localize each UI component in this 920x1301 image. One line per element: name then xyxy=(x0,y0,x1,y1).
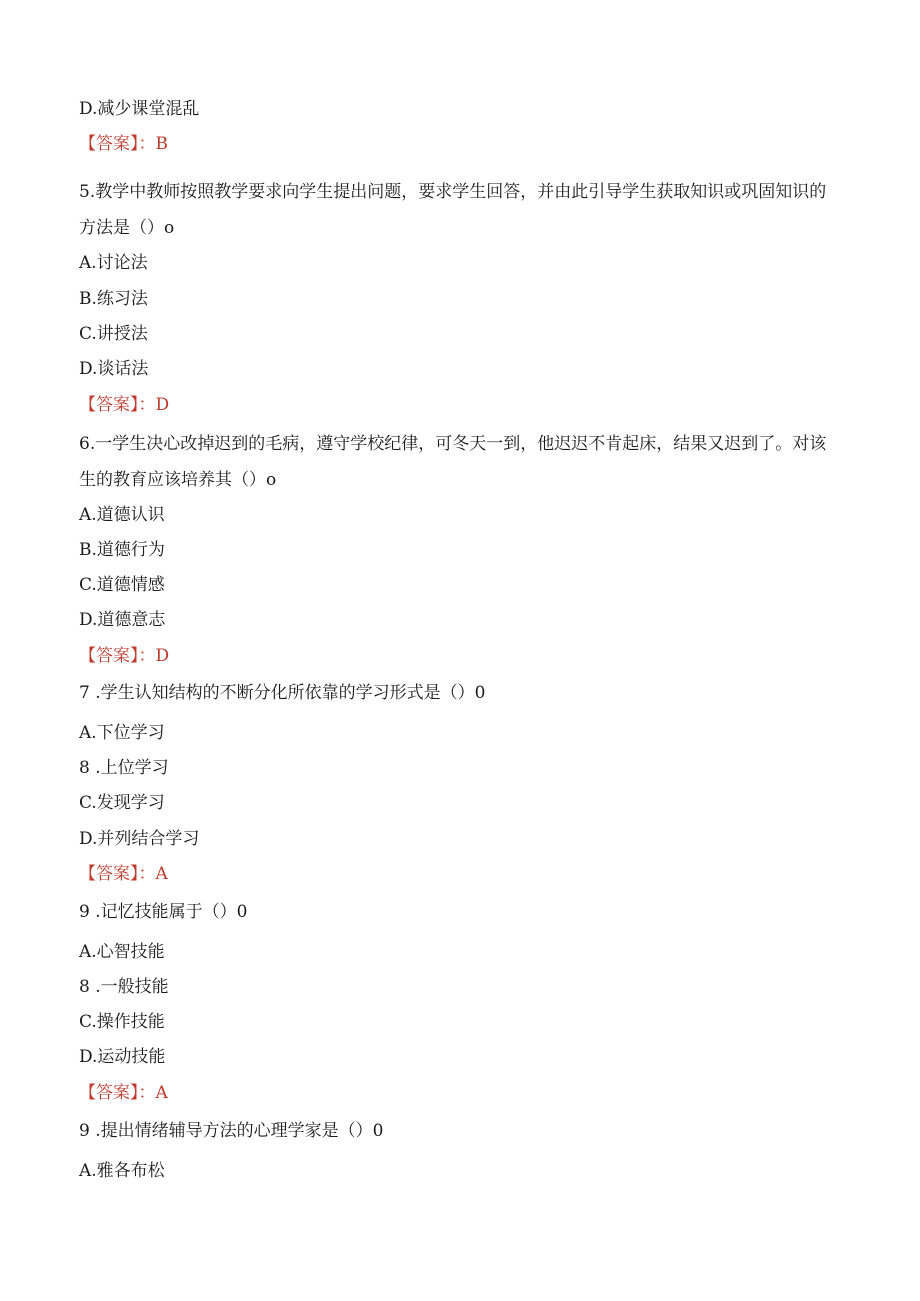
option-line: C.操作技能 xyxy=(79,1012,165,1032)
option-line: C.道德情感 xyxy=(79,575,165,595)
answer-line: 【答案】：D xyxy=(79,395,170,415)
option-line: A.下位学习 xyxy=(79,723,165,743)
question-line: 9 .记忆技能属于（）0 xyxy=(79,902,248,922)
option-line: A.雅各布松 xyxy=(79,1161,165,1181)
question-line: 7 .学生认知结构的不断分化所依靠的学习形式是（）0 xyxy=(79,683,486,703)
question-line: 6.一学生决心改掉迟到的毛病，遵守学校纪律，可冬天一到，他迟迟不肯起床，结果又迟到了。对该生的教育应该培养其（）o xyxy=(79,434,827,490)
option-line: B.练习法 xyxy=(79,289,148,309)
option-line: A.讨论法 xyxy=(79,253,148,273)
answer-line: 【答案】：B xyxy=(79,134,168,154)
option-line: C.发现学习 xyxy=(79,793,165,813)
option-line: D.谈话法 xyxy=(79,359,149,379)
option-line: 8 .上位学习 xyxy=(79,758,169,778)
option-line: A.心智技能 xyxy=(79,942,165,962)
option-line: B.道德行为 xyxy=(79,540,165,560)
answer-line: 【答案】：A xyxy=(79,864,168,884)
question-line: 5.教学中教师按照教学要求向学生提出问题，要求学生回答，并由此引导学生获取知识或巩固知识的方法是（）o xyxy=(79,182,827,238)
answer-line: 【答案】：A xyxy=(79,1083,168,1103)
question-line: 9 .提出情绪辅导方法的心理学家是（）0 xyxy=(79,1121,384,1141)
option-line: C.讲授法 xyxy=(79,324,148,344)
option-line: 8 .一般技能 xyxy=(79,977,169,997)
option-line: A.道德认识 xyxy=(79,505,165,525)
answer-line: 【答案】：D xyxy=(79,646,170,666)
option-line: D.减少课堂混乱 xyxy=(79,99,200,119)
option-line: D.道德意志 xyxy=(79,610,166,630)
option-line: D.并列结合学习 xyxy=(79,829,200,849)
option-line: D.运动技能 xyxy=(79,1047,166,1067)
